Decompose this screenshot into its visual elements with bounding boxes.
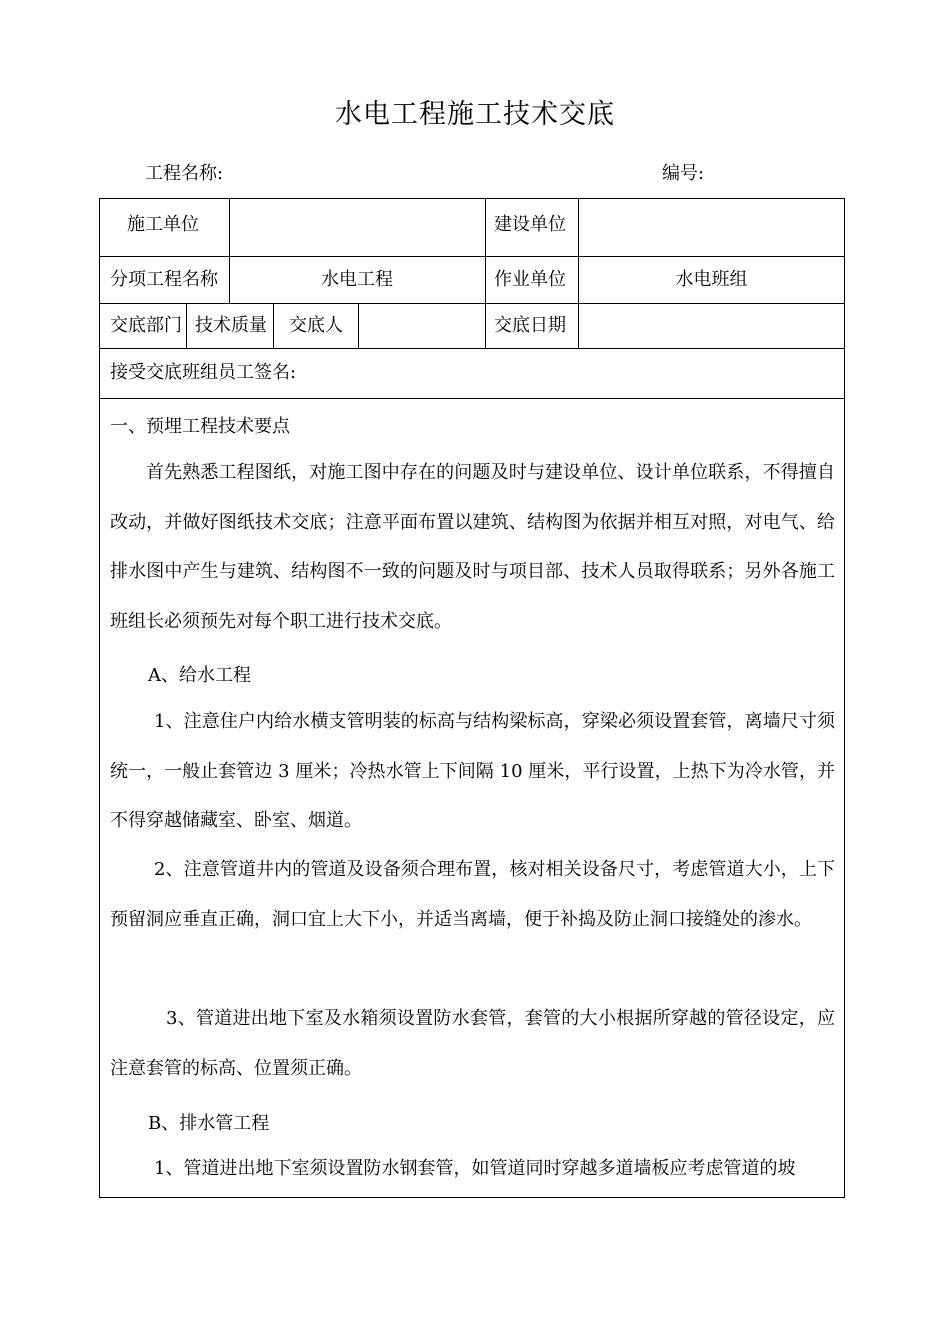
column-divider [485, 198, 486, 348]
a-item-1: 1、注意住户内给水横支管明装的标高与结构梁标高，穿梁必须设置套管，离墙尺寸须统一，一般止套管边 3 厘米；冷热水管上下间隔 10 厘米，平行设置，上热下为冷水管，并不得穿越储藏室、卧室、烟道。 [110, 711, 835, 831]
sub-project-value: 水电工程 [321, 269, 393, 290]
work-unit-label: 作业单位 [494, 269, 566, 290]
signature-label: 接受交底班组员工签名: [110, 362, 297, 383]
section1-heading: 一、预埋工程技术要点 [110, 416, 290, 437]
column-divider [273, 303, 274, 348]
a-item-3: 3、管道进出地下室及水箱须设置防水套管，套管的大小根据所穿越的管径设定，应注意套管的标高、位置须正确。 [110, 1008, 835, 1079]
client-unit-label: 建设单位 [494, 214, 566, 235]
row-divider [99, 256, 845, 257]
row-divider [99, 348, 845, 349]
intro-paragraph: 首先熟悉工程图纸，对施工图中存在的问题及时与建设单位、设计单位联系，不得擅自改动，并做好图纸技术交底；注意平面布置以建筑、结构图为依据并相互对照，对电气、给排水图中产生与建筑、结构图不一致的问题及时与项目部、技术人员取得联系；另外各施工班组长必须预先对每个职工进行技术交底。 [110, 462, 835, 632]
dept-label: 交底部门 [110, 315, 182, 336]
date-label: 交底日期 [494, 315, 566, 336]
b-item-1: 1、管道进出地下室须设置防水钢套管，如管道同时穿越多道墙板应考虑管道的坡 [154, 1158, 796, 1179]
presenter-label: 交底人 [289, 315, 343, 336]
sub-project-label: 分项工程名称 [110, 269, 218, 290]
document-title: 水电工程施工技术交底 [335, 99, 615, 130]
column-divider [186, 303, 187, 348]
section-b-heading: B、排水管工程 [148, 1113, 270, 1134]
construction-unit-label: 施工单位 [127, 214, 199, 235]
dept-value: 技术质量 [195, 315, 267, 336]
number-label: 编号: [662, 163, 705, 184]
work-unit-value: 水电班组 [675, 269, 748, 290]
row-divider [99, 398, 845, 399]
a-item-2: 2、注意管道井内的管道及设备须合理布置，核对相关设备尺寸，考虑管道大小，上下预留洞应垂直正确，洞口宜上大下小，并适当离墙，便于补捣及防止洞口接缝处的渗水。 [110, 859, 835, 930]
section-a-heading: A、给水工程 [148, 665, 251, 686]
row-divider [99, 303, 845, 304]
project-name-label: 工程名称: [145, 163, 224, 184]
column-divider [358, 303, 359, 348]
